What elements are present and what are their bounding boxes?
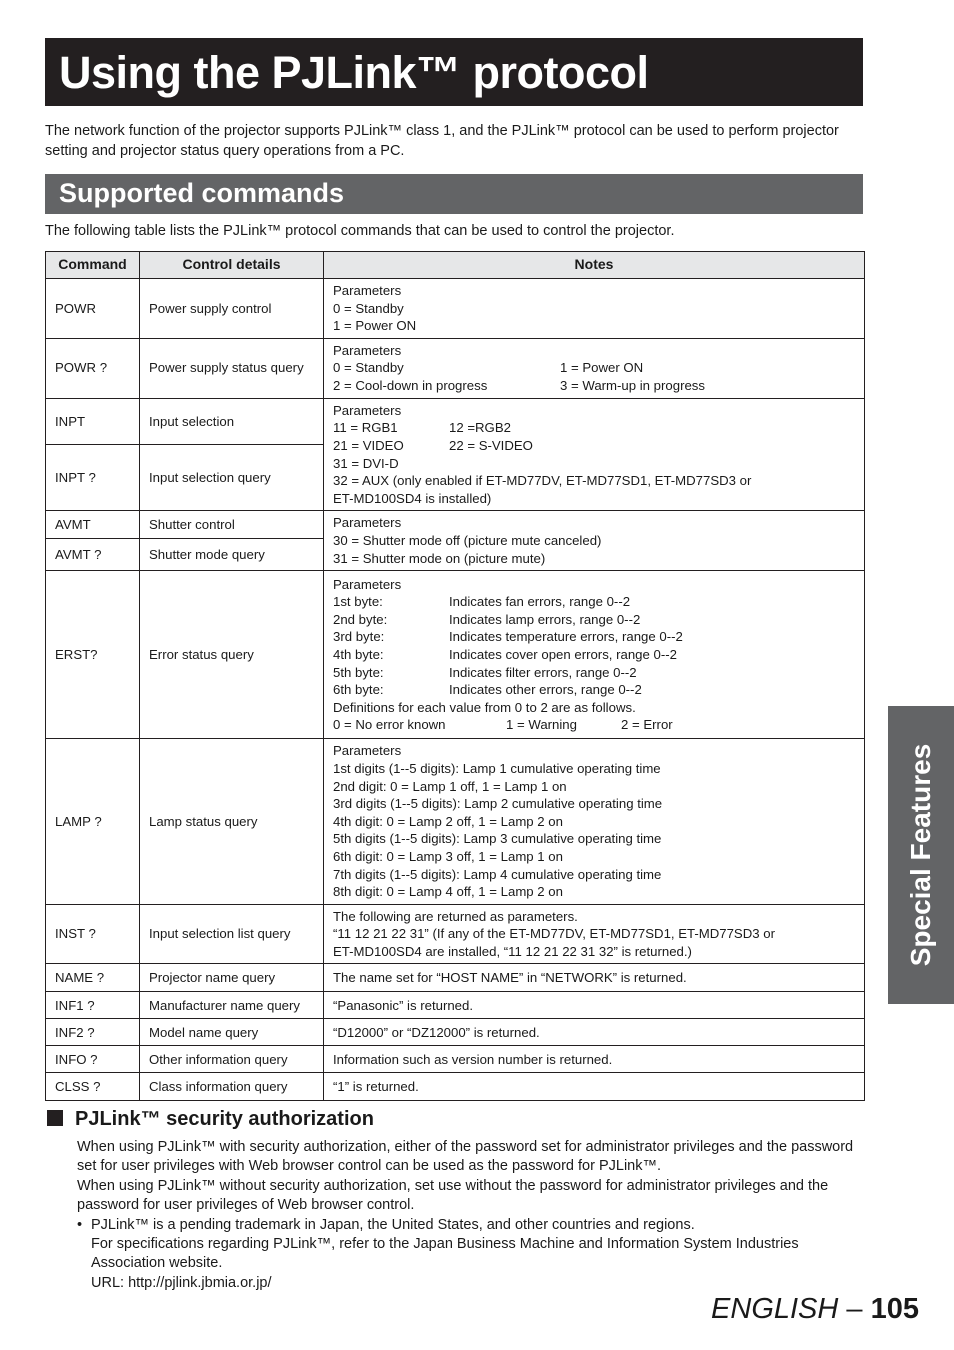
table-intro: The following table lists the PJLink™ protocol commands that can be used to control the projector. (45, 223, 675, 239)
notes-value: 5th byte: (333, 664, 384, 680)
table-row (46, 571, 865, 739)
notes-line: 32 = AUX (only enabled if ET-MD77DV, ET-MD77SD1, ET-MD77SD3 or (333, 473, 752, 489)
notes-value: Indicates cover open errors, range 0--2 (449, 647, 677, 663)
notes-line (333, 681, 855, 699)
details-cell: Lamp status query (140, 739, 324, 904)
notes-line (333, 664, 855, 682)
page-number: 105 (870, 1293, 919, 1325)
details-cell: Power supply control (140, 279, 324, 339)
table-row (46, 904, 865, 964)
section-bar (45, 174, 863, 214)
command-cell: INFO ? (46, 1046, 140, 1073)
section-title: Supported commands (59, 178, 345, 208)
table-row (46, 279, 865, 339)
command-cell: AVMT ? (46, 539, 140, 571)
details-cell: Power supply status query (140, 338, 324, 398)
details-cell: Other information query (140, 1046, 324, 1073)
notes-value: 2nd byte: (333, 611, 388, 627)
notes-value: 1st byte: (333, 594, 383, 610)
notes-line (333, 593, 855, 611)
notes-value: 0 = Standby (333, 360, 404, 376)
command-cell: CLSS ? (46, 1073, 140, 1101)
details-cell: Model name query (140, 1019, 324, 1046)
table-row (46, 739, 865, 904)
notes-cell (324, 511, 865, 571)
security-title: PJLink™ security authorization (75, 1108, 374, 1130)
table-header-row (46, 252, 865, 279)
footer-separator: – (838, 1293, 871, 1325)
security-paragraph: When using PJLink™ without security authorization, set use without the password for administrator privileges and the password for user privileges of Web browser control. (77, 1177, 829, 1214)
notes-value: 3rd byte: (333, 629, 385, 645)
notes-line: Parameters (333, 342, 402, 358)
notes-line: Parameters (333, 576, 402, 592)
notes-line (333, 716, 855, 734)
table-row (46, 1019, 865, 1046)
notes-value: 3 = Warm-up in progress (560, 378, 705, 394)
notes-line (333, 359, 855, 377)
notes-value: Indicates other errors, range 0--2 (449, 682, 642, 698)
table-row (46, 1073, 865, 1101)
notes-cell (324, 904, 865, 964)
notes-value: Indicates temperature errors, range 0--2 (449, 629, 683, 645)
table-row (46, 992, 865, 1019)
notes-value: 4th byte: (333, 647, 384, 663)
footer-language: ENGLISH (711, 1293, 839, 1325)
command-cell: ERST? (46, 571, 140, 739)
notes-line: 31 = DVI-D (333, 455, 399, 471)
command-cell: AVMT (46, 511, 140, 539)
details-cell: Input selection list query (140, 904, 324, 964)
command-cell: INPT ? (46, 445, 140, 511)
notes-line (333, 628, 855, 646)
square-bullet-icon (47, 1110, 63, 1126)
notes-line: Definitions for each value from 0 to 2 are as follows. (333, 699, 636, 715)
side-tab (888, 706, 954, 1004)
url-link[interactable]: URL: http://pjlink.jbmia.or.jp/ (91, 1274, 272, 1291)
notes-line: Parameters (333, 283, 402, 298)
notes-line: ET-MD100SD4 is installed) (333, 490, 492, 506)
trademark-note (77, 1216, 867, 1294)
notes-value: 6th byte: (333, 682, 384, 698)
side-tab-label: Special Features (905, 743, 936, 967)
notes-line (333, 611, 855, 629)
notes-cell (324, 571, 865, 739)
details-cell: Input selection query (140, 445, 324, 511)
notes-value: 1 = Warning (506, 717, 577, 733)
notes-value: 0 = No error known (333, 717, 446, 733)
notes-value: Indicates fan errors, range 0--2 (449, 594, 631, 610)
notes-line (333, 437, 855, 455)
notes-value: 2 = Error (621, 717, 673, 733)
notes-line: 0 = Standby (333, 300, 404, 316)
notes-value: 12 =RGB2 (449, 420, 511, 436)
details-cell: Error status query (140, 571, 324, 739)
notes-value: Indicates lamp errors, range 0--2 (449, 611, 641, 627)
notes-line: 2nd digit: 0 = Lamp 1 off, 1 = Lamp 1 on (333, 778, 567, 794)
notes-line: The following are returned as parameters. (333, 908, 578, 924)
notes-cell (324, 739, 865, 904)
notes-line: 1 = Power ON (333, 318, 417, 334)
notes-cell (324, 338, 865, 398)
command-cell: INF1 ? (46, 992, 140, 1019)
security-paragraph: When using PJLink™ with security authorization, either of the password set for administrator privileges and the password set for user privileges with Web browser control can be used as the password for PJLink™. (77, 1139, 854, 1175)
command-cell: POWR ? (46, 338, 140, 398)
table-row (46, 1046, 865, 1073)
notes-line: “11 12 21 22 31” (If any of the ET-MD77DV, ET-MD77SD1, ET-MD77SD3 or (333, 926, 775, 942)
notes-value: 1 = Power ON (560, 360, 644, 376)
page-title: Using the PJLink™ protocol (59, 47, 649, 98)
notes-value: 11 = RGB1 (333, 420, 398, 436)
notes-cell: Information such as version number is returned. (324, 1046, 865, 1073)
notes-value: 2 = Cool-down in progress (333, 378, 488, 394)
command-cell: POWR (46, 279, 140, 339)
intro-paragraph: The network function of the projector supports PJLink™ class 1, and the PJLink™ protocol can be used to perform projector setting and projector status query operations from a PC. (45, 123, 839, 159)
header-command: Command (46, 252, 140, 279)
page-footer (711, 1293, 919, 1326)
command-cell: NAME ? (46, 964, 140, 992)
table-row (46, 964, 865, 992)
notes-line: 31 = Shutter mode on (picture mute) (333, 550, 546, 566)
notes-value: 22 = S-VIDEO (449, 437, 533, 453)
table-row (46, 338, 865, 398)
command-cell: INPT (46, 398, 140, 444)
security-body (77, 1138, 867, 1293)
spec-text: For specifications regarding PJLink™, refer to the Japan Business Machine and Information System Industries Association website. (91, 1236, 799, 1272)
notes-line: 7th digits (1--5 digits): Lamp 4 cumulative operating time (333, 866, 662, 882)
details-cell: Shutter mode query (140, 539, 324, 571)
bullet-icon: • (77, 1216, 83, 1233)
notes-line: 5th digits (1--5 digits): Lamp 3 cumulative operating time (333, 831, 662, 847)
command-cell: LAMP ? (46, 739, 140, 904)
command-cell: INST ? (46, 904, 140, 964)
header-notes: Notes (324, 252, 865, 279)
notes-cell (324, 279, 865, 339)
notes-cell: “1” is returned. (324, 1073, 865, 1101)
notes-line (333, 377, 855, 395)
notes-cell: “Panasonic” is returned. (324, 992, 865, 1019)
notes-line: Parameters (333, 402, 402, 418)
details-cell: Projector name query (140, 964, 324, 992)
table-row (46, 398, 865, 444)
details-cell: Manufacturer name query (140, 992, 324, 1019)
commands-table (45, 251, 865, 1101)
security-heading (47, 1108, 374, 1131)
notes-cell: The name set for “HOST NAME” in “NETWORK” is returned. (324, 964, 865, 992)
notes-line: 30 = Shutter mode off (picture mute canceled) (333, 533, 602, 549)
details-cell: Class information query (140, 1073, 324, 1101)
details-cell: Input selection (140, 398, 324, 444)
notes-line: 4th digit: 0 = Lamp 2 off, 1 = Lamp 2 on (333, 813, 563, 829)
notes-line: 8th digit: 0 = Lamp 4 off, 1 = Lamp 2 on (333, 884, 563, 900)
details-cell: Shutter control (140, 511, 324, 539)
notes-line (333, 419, 855, 437)
notes-value: 21 = VIDEO (333, 437, 404, 453)
table-row (46, 511, 865, 539)
notes-line: 1st digits (1--5 digits): Lamp 1 cumulative operating time (333, 760, 661, 776)
command-cell: INF2 ? (46, 1019, 140, 1046)
notes-line: 3rd digits (1--5 digits): Lamp 2 cumulative operating time (333, 796, 663, 812)
notes-cell (324, 398, 865, 511)
notes-line: ET-MD100SD4 are installed, “11 12 21 22 31 32” is returned.) (333, 943, 692, 959)
notes-line: Parameters (333, 515, 402, 531)
notes-line: Parameters (333, 743, 402, 759)
header-control-details: Control details (140, 252, 324, 279)
notes-value: Indicates filter errors, range 0--2 (449, 664, 637, 680)
notes-line (333, 646, 855, 664)
notes-cell: “D12000” or “DZ12000” is returned. (324, 1019, 865, 1046)
title-bar (45, 38, 863, 106)
trademark-text: PJLink™ is a pending trademark in Japan, the United States, and other countries and regions. (91, 1216, 695, 1233)
notes-line: 6th digit: 0 = Lamp 3 off, 1 = Lamp 1 on (333, 848, 563, 864)
